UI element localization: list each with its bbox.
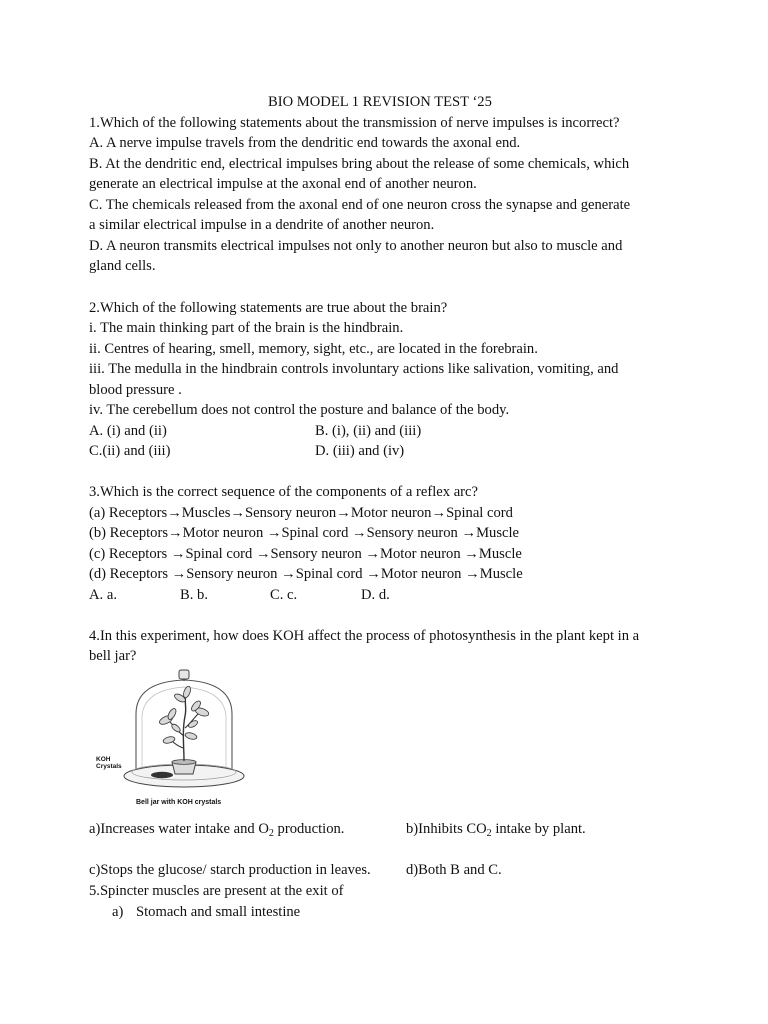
bell-jar-figure xyxy=(92,666,272,812)
q2-statement-iii-line2: blood pressure . xyxy=(89,382,182,398)
q2-statement-i: i. The main thinking part of the brain is the hindbrain. xyxy=(89,320,404,336)
q1-stem: 1.Which of the following statements about the transmission of nerve impulses is incorrect? xyxy=(89,115,620,131)
q3-option-b: B. b. xyxy=(180,587,208,603)
q5-option-a: Stomach and small intestine xyxy=(136,904,301,920)
figure-label-koh: KOH xyxy=(96,756,111,763)
q2-option-c: C.(ii) and (iii) xyxy=(89,443,171,459)
q5-stem: 5.Spincter muscles are present at the exit of xyxy=(89,883,344,899)
q2-statement-iii-line1: iii. The medulla in the hindbrain controls involuntary actions like salivation, vomiting, and xyxy=(89,361,619,377)
koh-crystals-dish xyxy=(151,772,173,778)
q4-option-c: c)Stops the glucose/ starch production in leaves. xyxy=(89,862,371,878)
q2-option-d: D. (iii) and (iv) xyxy=(315,443,405,459)
q1-option-d-line1: D. A neuron transmits electrical impulses not only to another neuron but also to muscle and xyxy=(89,238,623,254)
q2-stem: 2.Which of the following statements are true about the brain? xyxy=(89,300,448,316)
q4-stem-line1: 4.In this experiment, how does KOH affect the process of photosynthesis in the plant kept in a xyxy=(89,628,640,644)
q3-sequence-d: (d) Receptors →Sensory neuron →Spinal cord →Motor neuron →Muscle xyxy=(89,566,523,582)
q5-option-a-marker: a) xyxy=(112,904,124,920)
q4-stem-line2: bell jar? xyxy=(89,648,137,664)
q3-stem: 3.Which is the correct sequence of the components of a reflex arc? xyxy=(89,484,478,500)
q2-option-b: B. (i), (ii) and (iii) xyxy=(315,423,422,439)
q4-option-a: a)Increases water intake and $O_2$ production. xyxy=(89,821,345,839)
q2-option-a: A. (i) and (ii) xyxy=(89,423,167,439)
q1-option-d-line2: gland cells. xyxy=(89,258,156,274)
q1-option-c-line1: C. The chemicals released from the axonal end of one neuron cross the synapse and generate xyxy=(89,197,631,213)
q3-sequence-a: (a) Receptors→Muscles→Sensory neuron→Motor neuron→Spinal cord xyxy=(89,505,513,521)
figure-label-crystals: Crystals xyxy=(96,763,122,770)
q1-option-a: A. A nerve impulse travels from the dendritic end towards the axonal end. xyxy=(89,135,521,151)
q3-option-c: C. c. xyxy=(270,587,298,603)
q4-option-d: d)Both B and C. xyxy=(406,862,502,878)
q3-option-d: D. d. xyxy=(361,587,390,603)
q1-option-b-line2: generate an electrical impulse at the axonal end of another neuron. xyxy=(89,176,477,192)
q3-sequence-b: (b) Receptors→Motor neuron →Spinal cord →Sensory neuron →Muscle xyxy=(89,525,520,541)
figure-caption: Bell jar with KOH crystals xyxy=(136,799,222,806)
q1-option-c-line2: a similar electrical impulse in a dendrite of another neuron. xyxy=(89,217,435,233)
q3-sequence-c: (c) Receptors →Spinal cord →Sensory neuron →Motor neuron →Muscle xyxy=(89,546,522,562)
q2-statement-ii: ii. Centres of hearing, smell, memory, sight, etc., are located in the forebrain. xyxy=(89,341,538,357)
q1-option-b-line1: B. At the dendritic end, electrical impulses bring about the release of some chemicals, which xyxy=(89,156,630,172)
bell-jar-knob xyxy=(179,670,189,679)
q2-statement-iv: iv. The cerebellum does not control the posture and balance of the body. xyxy=(89,402,510,418)
q3-option-a: A. a. xyxy=(89,587,117,603)
q4-option-b: b)Inhibits $CO_2$ intake by plant. xyxy=(406,821,586,839)
page-title: BIO MODEL 1 REVISION TEST ‘25 xyxy=(268,94,492,110)
